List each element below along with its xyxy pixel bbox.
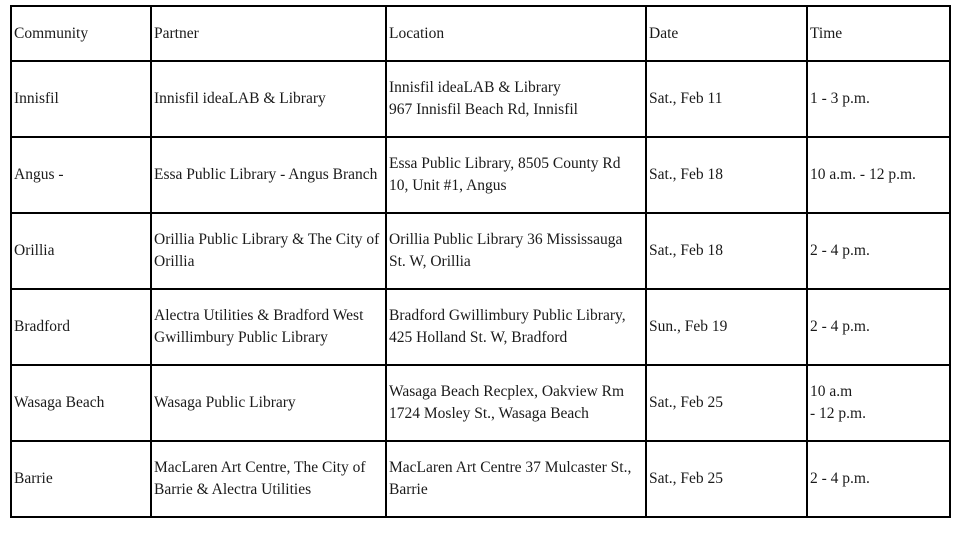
community-cell: Bradford [11,289,151,365]
header-community: Community [11,6,151,61]
header-partner: Partner [151,6,386,61]
location-cell [386,137,646,213]
time-line: 2 - 4 p.m. [810,242,870,259]
header-location: Location [386,6,646,61]
time-cell [807,61,950,137]
table-row [11,289,950,365]
time-cell [807,441,950,517]
header-time: Time [807,6,950,61]
location-line: Orillia Public Library 36 Mississauga [389,231,623,248]
location-line: St. W, Orillia [389,253,471,270]
location-line: 1724 Mosley St., Wasaga Beach [389,405,589,422]
date-cell: Sat., Feb 18 [646,137,807,213]
header-date: Date [646,6,807,61]
location-line: 967 Innisfil Beach Rd, Innisfil [389,101,578,118]
partner-line: Essa Public Library - Angus Branch [154,166,378,183]
partner-cell [151,289,386,365]
location-line: Barrie [389,481,428,498]
table-row [11,61,950,137]
location-cell [386,441,646,517]
time-line: 10 a.m [810,383,853,400]
community-cell: Orillia [11,213,151,289]
location-line: 425 Holland St. W, Bradford [389,329,568,346]
time-line: 1 - 3 p.m. [810,90,870,107]
location-line: MacLaren Art Centre 37 Mulcaster St., [389,459,632,476]
partner-cell [151,441,386,517]
partner-line: Alectra Utilities & Bradford West [154,307,364,324]
location-cell [386,213,646,289]
table-row [11,137,950,213]
date-cell: Sat., Feb 25 [646,365,807,441]
location-line: 10, Unit #1, Angus [389,177,507,194]
partner-cell [151,213,386,289]
time-line: 2 - 4 p.m. [810,470,870,487]
partner-line: Wasaga Public Library [154,394,296,411]
time-cell [807,137,950,213]
time-cell [807,213,950,289]
time-line: 10 a.m. - 12 p.m. [810,166,916,183]
date-cell: Sat., Feb 18 [646,213,807,289]
date-cell: Sat., Feb 11 [646,61,807,137]
partner-line: MacLaren Art Centre, The City of [154,459,366,476]
date-cell: Sat., Feb 25 [646,441,807,517]
table-row [11,365,950,441]
date-cell: Sun., Feb 19 [646,289,807,365]
community-cell: Wasaga Beach [11,365,151,441]
table-row [11,441,950,517]
location-cell [386,61,646,137]
location-line: Wasaga Beach Recplex, Oakview Rm [389,383,625,400]
partner-cell [151,137,386,213]
table-header-row [11,6,950,61]
partner-cell [151,365,386,441]
partner-line: Orillia [154,253,195,270]
partner-line: Innisfil ideaLAB & Library [154,90,326,107]
location-line: Essa Public Library, 8505 County Rd [389,155,621,172]
community-cell: Barrie [11,441,151,517]
partner-line: Barrie & Alectra Utilities [154,481,312,498]
partner-line: Orillia Public Library & The City of [154,231,380,248]
time-line: - 12 p.m. [810,405,866,422]
partner-line: Gwillimbury Public Library [154,329,328,346]
location-line: Bradford Gwillimbury Public Library, [389,307,626,324]
time-cell [807,289,950,365]
table-row [11,213,950,289]
time-cell [807,365,950,441]
time-line: 2 - 4 p.m. [810,318,870,335]
location-cell [386,289,646,365]
location-line: Innisfil ideaLAB & Library [389,79,561,96]
community-cell: Angus - [11,137,151,213]
partner-cell [151,61,386,137]
location-cell [386,365,646,441]
community-cell: Innisfil [11,61,151,137]
event-schedule-table [10,5,951,518]
